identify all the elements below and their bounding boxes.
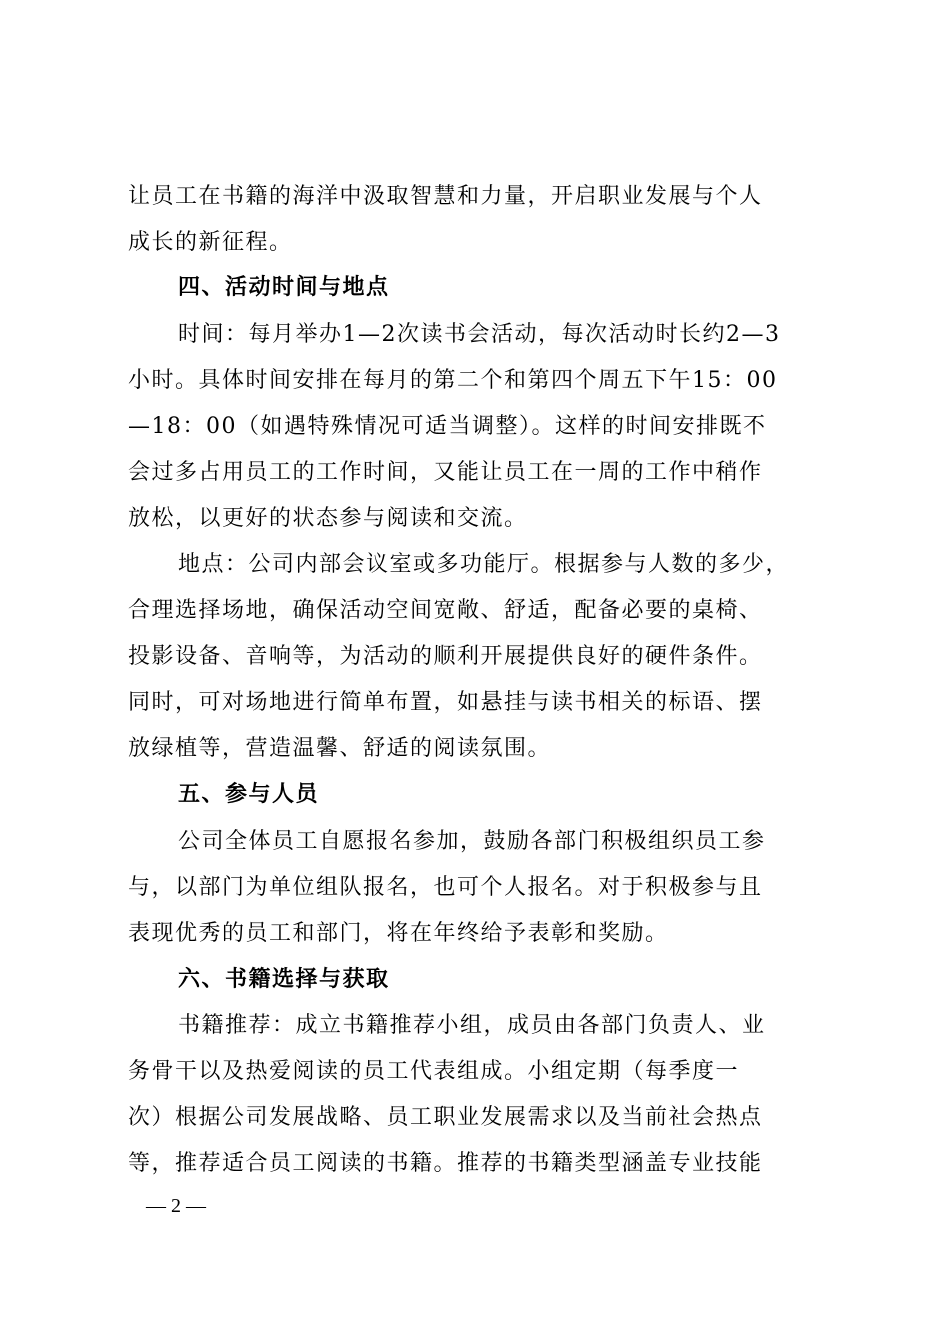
body-text-line: 务骨干以及热爱阅读的员工代表组成。小组定期（每季度一 xyxy=(128,1059,740,1084)
body-text-line: 投影设备、音响等，为活动的顺利开展提供良好的硬件条件。 xyxy=(128,644,763,669)
body-text-line: 合理选择场地，确保活动空间宽敞、舒适，配备必要的桌椅、 xyxy=(128,598,763,623)
body-text-line: 公司全体员工自愿报名参加，鼓励各部门积极组织员工参 xyxy=(178,829,766,854)
body-text-line: 与，以部门为单位组队报名，也可个人报名。对于积极参与且 xyxy=(128,875,763,900)
body-text-line: —18：00（如遇特殊情况可适当调整）。这样的时间安排既不 xyxy=(128,414,767,439)
body-text-line: 放松，以更好的状态参与阅读和交流。 xyxy=(128,506,528,531)
body-text-line: 会过多占用员工的工作时间，又能让员工在一周的工作中稍作 xyxy=(128,460,763,485)
section-heading-book-selection: 六、书籍选择与获取 xyxy=(178,967,390,992)
body-text-line: 次）根据公司发展战略、员工职业发展需求以及当前社会热点 xyxy=(128,1105,763,1130)
section-heading-participants: 五、参与人员 xyxy=(178,782,320,807)
body-text-line: 同时，可对场地进行简单布置，如悬挂与读书相关的标语、摆 xyxy=(128,690,763,715)
body-text-line: 小时。具体时间安排在每月的第二个和第四个周五下午15：00 xyxy=(128,368,778,393)
body-text-line: 等，推荐适合员工阅读的书籍。推荐的书籍类型涵盖专业技能 xyxy=(128,1151,763,1176)
section-heading-time-location: 四、活动时间与地点 xyxy=(178,275,390,300)
body-text-line: 书籍推荐：成立书籍推荐小组，成员由各部门负责人、业 xyxy=(178,1013,766,1038)
page-number: — 2 — xyxy=(146,1195,206,1217)
body-text-line: 放绿植等，营造温馨、舒适的阅读氛围。 xyxy=(128,736,552,761)
body-text-line: 地点：公司内部会议室或多功能厅。根据参与人数的多少， xyxy=(178,552,790,577)
body-text-line: 时间：每月举办1—2次读书会活动，每次活动时长约2—3 xyxy=(178,322,781,347)
body-text-line: 让员工在书籍的海洋中汲取智慧和力量，开启职业发展与个人 xyxy=(128,184,763,209)
body-text-line: 表现优秀的员工和部门，将在年终给予表彰和奖励。 xyxy=(128,921,669,946)
body-text-line: 成长的新征程。 xyxy=(128,230,293,255)
